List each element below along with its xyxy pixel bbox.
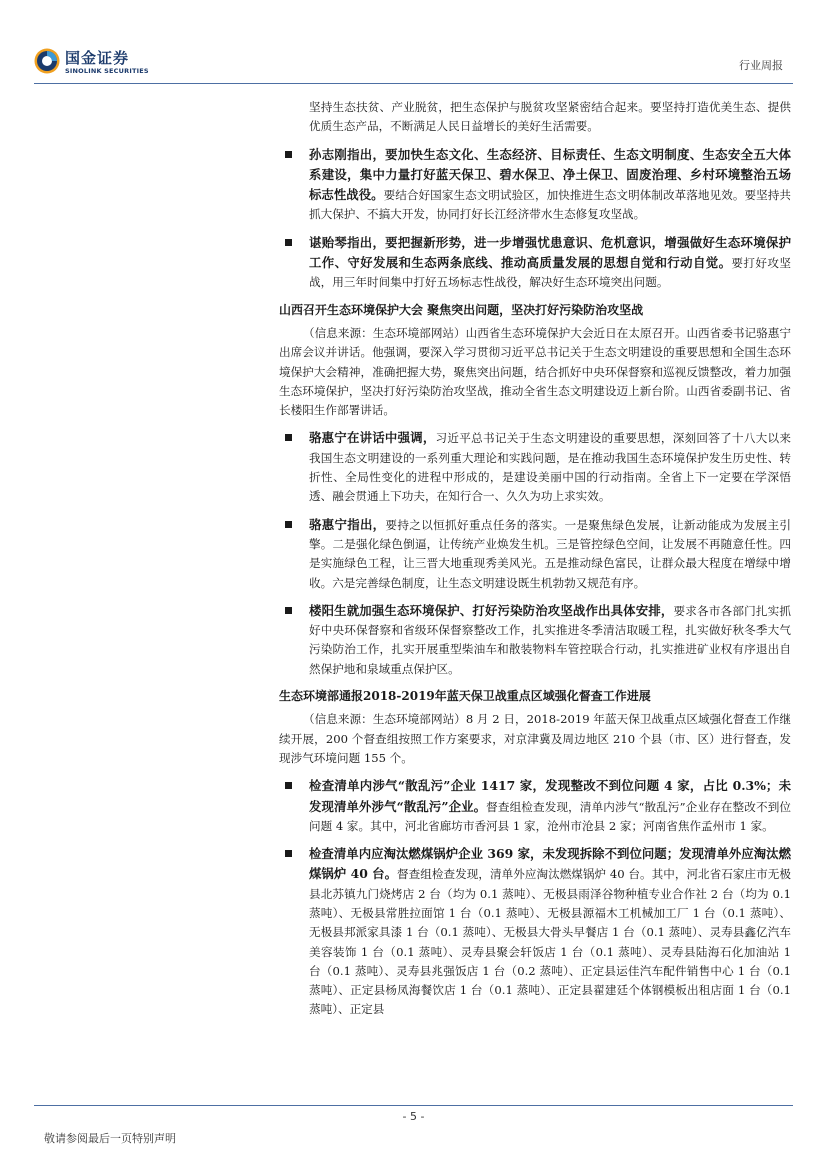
bullet-text: 要打好攻坚战，用三年时间集中打好五场标志性战役，解决好生态环境突出问题。 xyxy=(309,256,791,290)
square-bullet-icon xyxy=(285,151,292,158)
bullet-text: 要结合好国家生态文明试验区，加快推进生态文明体制改革落地见效。要坚持共抓大保护、不搞大开发，协同打好长江经济带水生态修复攻坚战。 xyxy=(309,188,791,222)
page-number: - 5 - xyxy=(402,1110,425,1123)
bullet-bold-text: 孙志刚指出，要加快生态文化、生态经济、目标责任、生态文明制度、生态安全五大体系建设，集中力量打好蓝天保卫、碧水保卫、净土保卫、固废治理、乡村环境整治五场标志性战役。 xyxy=(309,146,791,203)
report-type-label: 行业周报 xyxy=(739,59,783,72)
disclaimer-note: 敬请参阅最后一页特别声明 xyxy=(44,1132,176,1145)
paragraph-continued: 坚持生态扶贫、产业脱贫，把生态保护与脱贫攻坚紧密结合起来。要坚持打造优美生态、提供优质生态产品，不断满足人民日益增长的美好生活需要。 xyxy=(309,100,791,134)
square-bullet-icon xyxy=(285,850,292,857)
source-paragraph: （信息来源：生态环境部网站）8 月 2 日，2018-2019 年蓝天保卫战重点区域强化督查工作继续开展，200 个督查组按照工作方案要求，对京津冀及周边地区 210 个县（市、区）进行督查，发现涉气环境问题 155 个。 xyxy=(279,712,791,765)
bullet-bold-text: 楼阳生就加强生态环境保护、打好污染防治攻坚战作出具体安排， xyxy=(309,602,674,618)
section-heading: 山西召开生态环境保护大会 聚焦突出问题，坚决打好污染防治攻坚战 xyxy=(279,302,644,317)
footer-divider xyxy=(34,1105,793,1106)
bullet-item xyxy=(279,776,791,836)
brand-name-en: SINOLINK SECURITIES xyxy=(65,67,149,75)
section-heading: 生态环境部通报2018-2019年蓝天保卫战重点区域强化督查工作进展 xyxy=(279,689,651,704)
square-bullet-icon xyxy=(285,239,292,246)
square-bullet-icon xyxy=(285,521,292,528)
header-divider xyxy=(34,83,793,84)
bullet-text: 要求各市各部门扎实抓好中央环保督察和省级环保督察整改工作，扎实推进冬季清洁取暖工程，扎实做好秋冬季大气污染防治工作，扎实开展重型柴油车和散装物料车管控联合行动，扎实推进矿业权有序退出自然保护地和泉域重点保护区。 xyxy=(309,603,791,676)
bullet-text: 督查组检查发现，清单外应淘汰燃煤锅炉 40 台。其中，河北省石家庄市无极县北苏镇九门烧烤店 2 台（均为 0.1 蒸吨）、无极县雨泽谷物种植专业合作社 2 台（均为 0.1 蒸吨）、无极县常胜拉面馆 1 台（0.1 蒸吨）、无极县源福木工机械加工厂 1 台（0.1 蒸吨）、无极县邦派家具漆 1 台（0.1 蒸吨）、无极县大骨头早餐店 1 台（0.1 蒸吨）、灵寿县鑫亿汽车美容装饰 1 台（0.1 蒸吨）、灵寿县聚会轩饭店 1 台（0.1 蒸吨）、灵寿县陆海石化加油站 1 台（0.1 蒸吨）、灵寿县兆强饭店 1 台（0.2 蒸吨）、正定县运佳汽车配件销售中心 1 台（0.1 蒸吨）、正定县杨凤海餐饮店 1 台（0.1 蒸吨）、正定县翟建廷个体钢模板出租店面 1 台（0.1 蒸吨）、正定县 xyxy=(309,867,791,1017)
logo-mark-icon xyxy=(34,48,60,74)
bullet-item xyxy=(279,601,791,679)
bullet-bold-text: 骆惠宁在讲话中强调， xyxy=(309,430,436,446)
company-logo xyxy=(34,46,174,80)
report-body xyxy=(279,98,791,1028)
brand-name-cn: 国金证券 xyxy=(65,49,130,67)
square-bullet-icon xyxy=(285,607,292,614)
bullet-bold-text: 骆惠宁指出， xyxy=(309,516,386,532)
bullet-bold-text: 谌贻琴指出，要把握新形势，进一步增强忧患意识、危机意识，增强做好生态环境保护工作、守好发展和生态两条底线、推动高质量发展的思想自觉和行动自觉。 xyxy=(309,234,791,271)
source-paragraph: （信息来源：生态环境部网站）山西省生态环境保护大会近日在太原召开。山西省委书记骆惠宁出席会议并讲话。他强调，要深入学习贯彻习近平总书记关于生态文明建设的重要思想和全国生态环境保护大会精神，准确把握大势，聚焦突出问题，结合抓好中央环保督察和巡视反馈整改，着力加强生态环境保护，坚决打好污染防治攻坚战，推动全省生态文明建设迈上新台阶。山西省委副书记、省长楼阳生作部署讲话。 xyxy=(279,325,791,418)
bullet-bold-text: 检查清单内涉气“散乱污”企业 1417 家，发现整改不到位问题 4 家，占比 0.3%；未发现清单外涉气“散乱污”企业。 xyxy=(309,778,791,814)
bullet-text: 习近平总书记关于生态文明建设的重要思想，深刻回答了十八大以来我国生态文明建设的一系列重大理论和实践问题，是在推动我国生态环境保护发生历史性、转折性、全局性变化的进程中形成的，是建设美丽中国的行动指南。全省上下一定要在学深悟透、融会贯通上下功夫，在知行合一、久久为功上求实效。 xyxy=(309,431,791,504)
bullet-text: 要持之以恒抓好重点任务的落实。一是聚焦绿色发展，让新动能成为发展主引擎。二是强化绿色倒逼，让传统产业焕发生机。三是管控绿色空间，让发展不再随意任性。四是实施绿色工程，让三晋大地重现秀美风光。五是推动绿色富民，让群众最大程度在增绿中增收。六是完善绿色制度，让生态文明建设既生机勃勃又规范有序。 xyxy=(309,517,791,590)
page-header xyxy=(0,0,827,84)
bullet-item xyxy=(279,428,791,506)
bullet-item xyxy=(279,145,791,225)
bullet-item xyxy=(279,844,791,1020)
square-bullet-icon xyxy=(285,782,292,789)
bullet-item xyxy=(279,515,791,593)
bullet-item xyxy=(279,233,791,293)
square-bullet-icon xyxy=(285,434,292,441)
bullet-text: 督查组检查发现，清单内涉气“散乱污”企业存在整改不到位问题 4 家。其中，河北省廊坊市香河县 1 家，沧州市沧县 2 家；河南省焦作孟州市 1 家。 xyxy=(309,799,791,833)
bullet-bold-text: 检查清单内应淘汰燃煤锅炉企业 369 家，未发现拆除不到位问题；发现清单外应淘汰燃煤锅炉 40 台。 xyxy=(309,846,791,882)
